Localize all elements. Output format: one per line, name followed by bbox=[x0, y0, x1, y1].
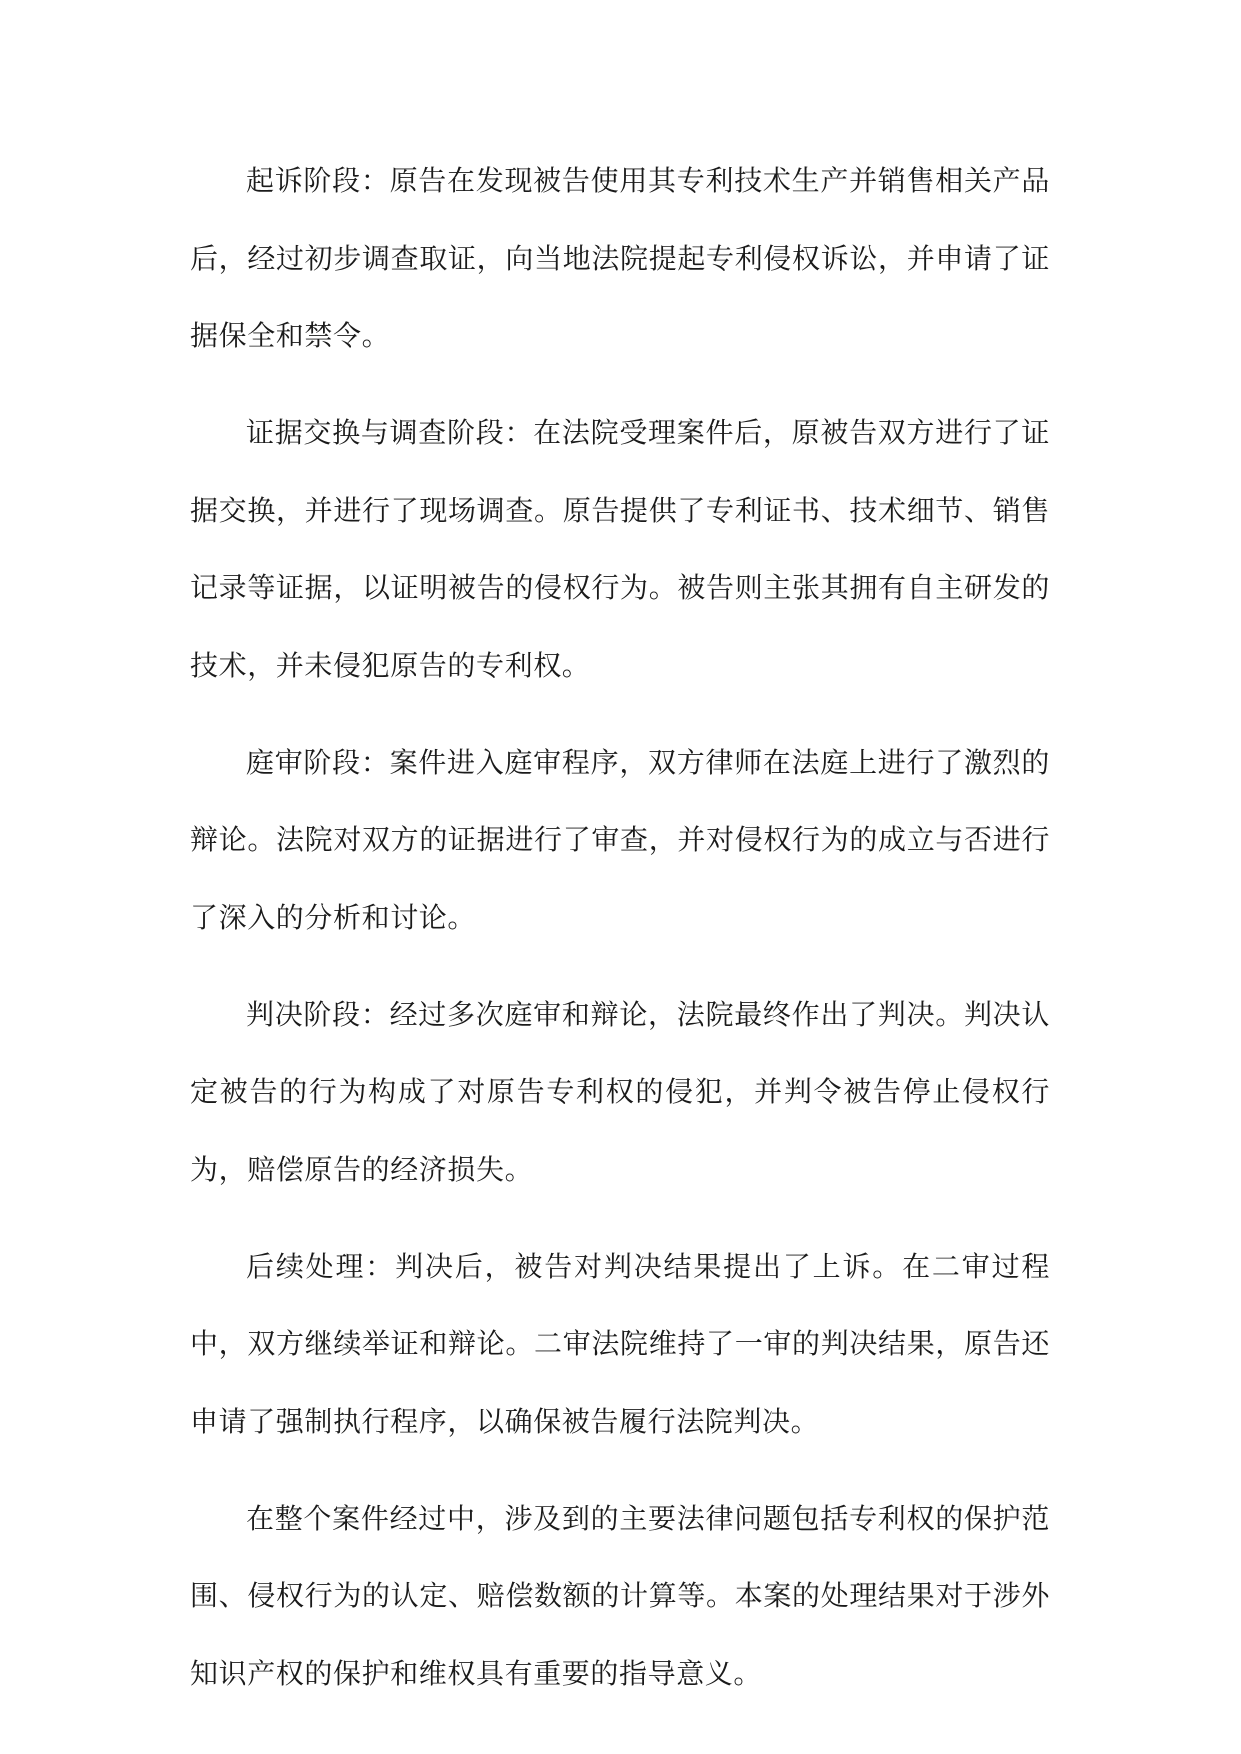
paragraph-judgment-stage: 判决阶段：经过多次庭审和辩论，法院最终作出了判决。判决认定被告的行为构成了对原告专利权的侵犯，并判令被告停止侵权行为，赔偿原告的经济损失。 bbox=[190, 997, 1050, 1186]
paragraph-trial-stage: 庭审阶段：案件进入庭审程序，双方律师在法庭上进行了激烈的辩论。法院对双方的证据进行了审查，并对侵权行为的成立与否进行了深入的分析和讨论。 bbox=[190, 745, 1050, 934]
paragraph-evidence-exchange-stage: 证据交换与调查阶段：在法院受理案件后，原被告双方进行了证据交换，并进行了现场调查。原告提供了专利证书、技术细节、销售记录等证据，以证明被告的侵权行为。被告则主张其拥有自主研发的技术，并未侵犯原告的专利权。 bbox=[190, 416, 1050, 682]
paragraph-summary: 在整个案件经过中，涉及到的主要法律问题包括专利权的保护范围、侵权行为的认定、赔偿数额的计算等。本案的处理结果对于涉外知识产权的保护和维权具有重要的指导意义。 bbox=[190, 1501, 1050, 1690]
paragraph-prosecution-stage: 起诉阶段：原告在发现被告使用其专利技术生产并销售相关产品后，经过初步调查取证，向当地法院提起专利侵权诉讼，并申请了证据保全和禁令。 bbox=[190, 164, 1050, 352]
document-body bbox=[190, 142, 1050, 1732]
paragraph-follow-up-stage: 后续处理：判决后，被告对判决结果提出了上诉。在二审过程中，双方继续举证和辩论。二审法院维持了一审的判决结果，原告还申请了强制执行程序，以确保被告履行法院判决。 bbox=[190, 1249, 1050, 1438]
